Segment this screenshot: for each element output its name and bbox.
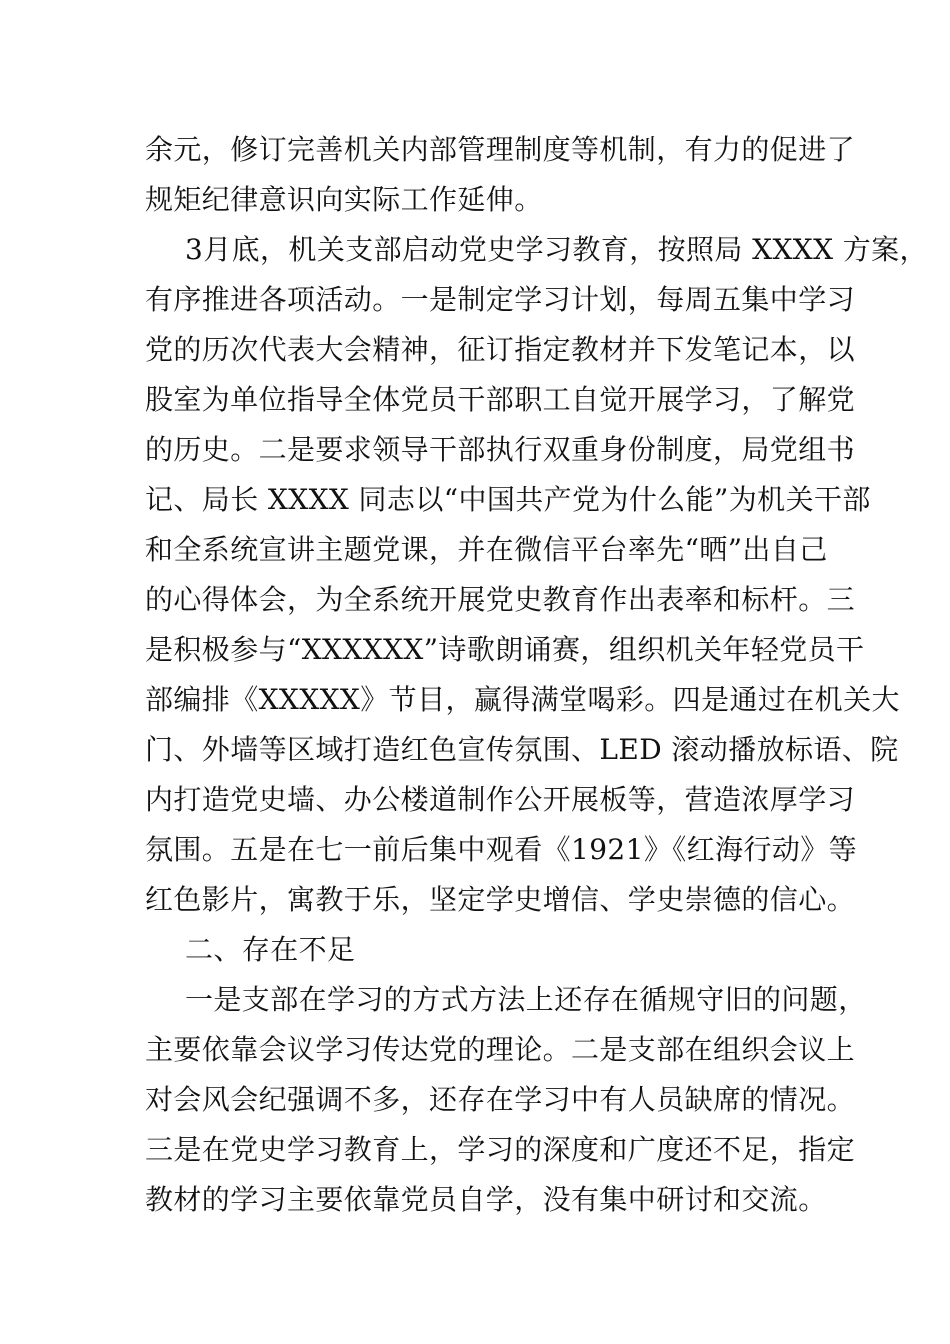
text-line: 的历史。二是要求领导干部执行双重身份制度，局党组书 xyxy=(145,433,856,466)
text-line: 股室为单位指导全体党员干部职工自觉开展学习，了解党 xyxy=(145,383,856,416)
text-line: 党的历次代表大会精神，征订指定教材并下发笔记本，以 xyxy=(145,333,856,366)
text-line: 部编排《XXXXX》节目，赢得满堂喝彩。四是通过在机关大 xyxy=(145,683,900,716)
text-line: 对会风会纪强调不多，还存在学习中有人员缺席的情况。 xyxy=(145,1083,856,1116)
text-line: 是积极参与“XXXXXX”诗歌朗诵赛，组织机关年轻党员干 xyxy=(145,633,865,666)
text-line: 三是在党史学习教育上，学习的深度和广度还不足，指定 xyxy=(145,1133,856,1166)
text-line: 红色影片，寓教于乐，坚定学史增信、学史崇德的信心。 xyxy=(145,883,856,916)
text-line: 教材的学习主要依靠党员自学，没有集中研讨和交流。 xyxy=(145,1183,827,1216)
text-line: 和全系统宣讲主题党课，并在微信平台率先“晒”出自己 xyxy=(145,533,828,566)
text-line: 余元，修订完善机关内部管理制度等机制，有力的促进了 xyxy=(145,133,856,166)
text-line: 主要依靠会议学习传达党的理论。二是支部在组织会议上 xyxy=(145,1033,856,1066)
text-line: 规矩纪律意识向实际工作延伸。 xyxy=(145,183,543,216)
text-line: 的心得体会，为全系统开展党史教育作出表率和标杆。三 xyxy=(145,583,856,616)
text-line: 3月底，机关支部启动党史学习教育，按照局 XXXX 方案， xyxy=(185,233,928,266)
text-line: 门、外墙等区域打造红色宣传氛围、LED 滚动播放标语、院 xyxy=(145,733,899,766)
text-line: 一是支部在学习的方式方法上还存在循规守旧的问题， xyxy=(185,983,867,1016)
text-line: 氛围。五是在七一前后集中观看《1921》《红海行动》等 xyxy=(145,833,858,866)
section-heading: 二、存在不足 xyxy=(185,933,356,966)
text-line: 有序推进各项活动。一是制定学习计划，每周五集中学习 xyxy=(145,283,856,316)
text-line: 内打造党史墙、办公楼道制作公开展板等，营造浓厚学习 xyxy=(145,783,856,816)
text-line: 记、局长 XXXX 同志以“中国共产党为什么能”为机关干部 xyxy=(145,483,871,516)
